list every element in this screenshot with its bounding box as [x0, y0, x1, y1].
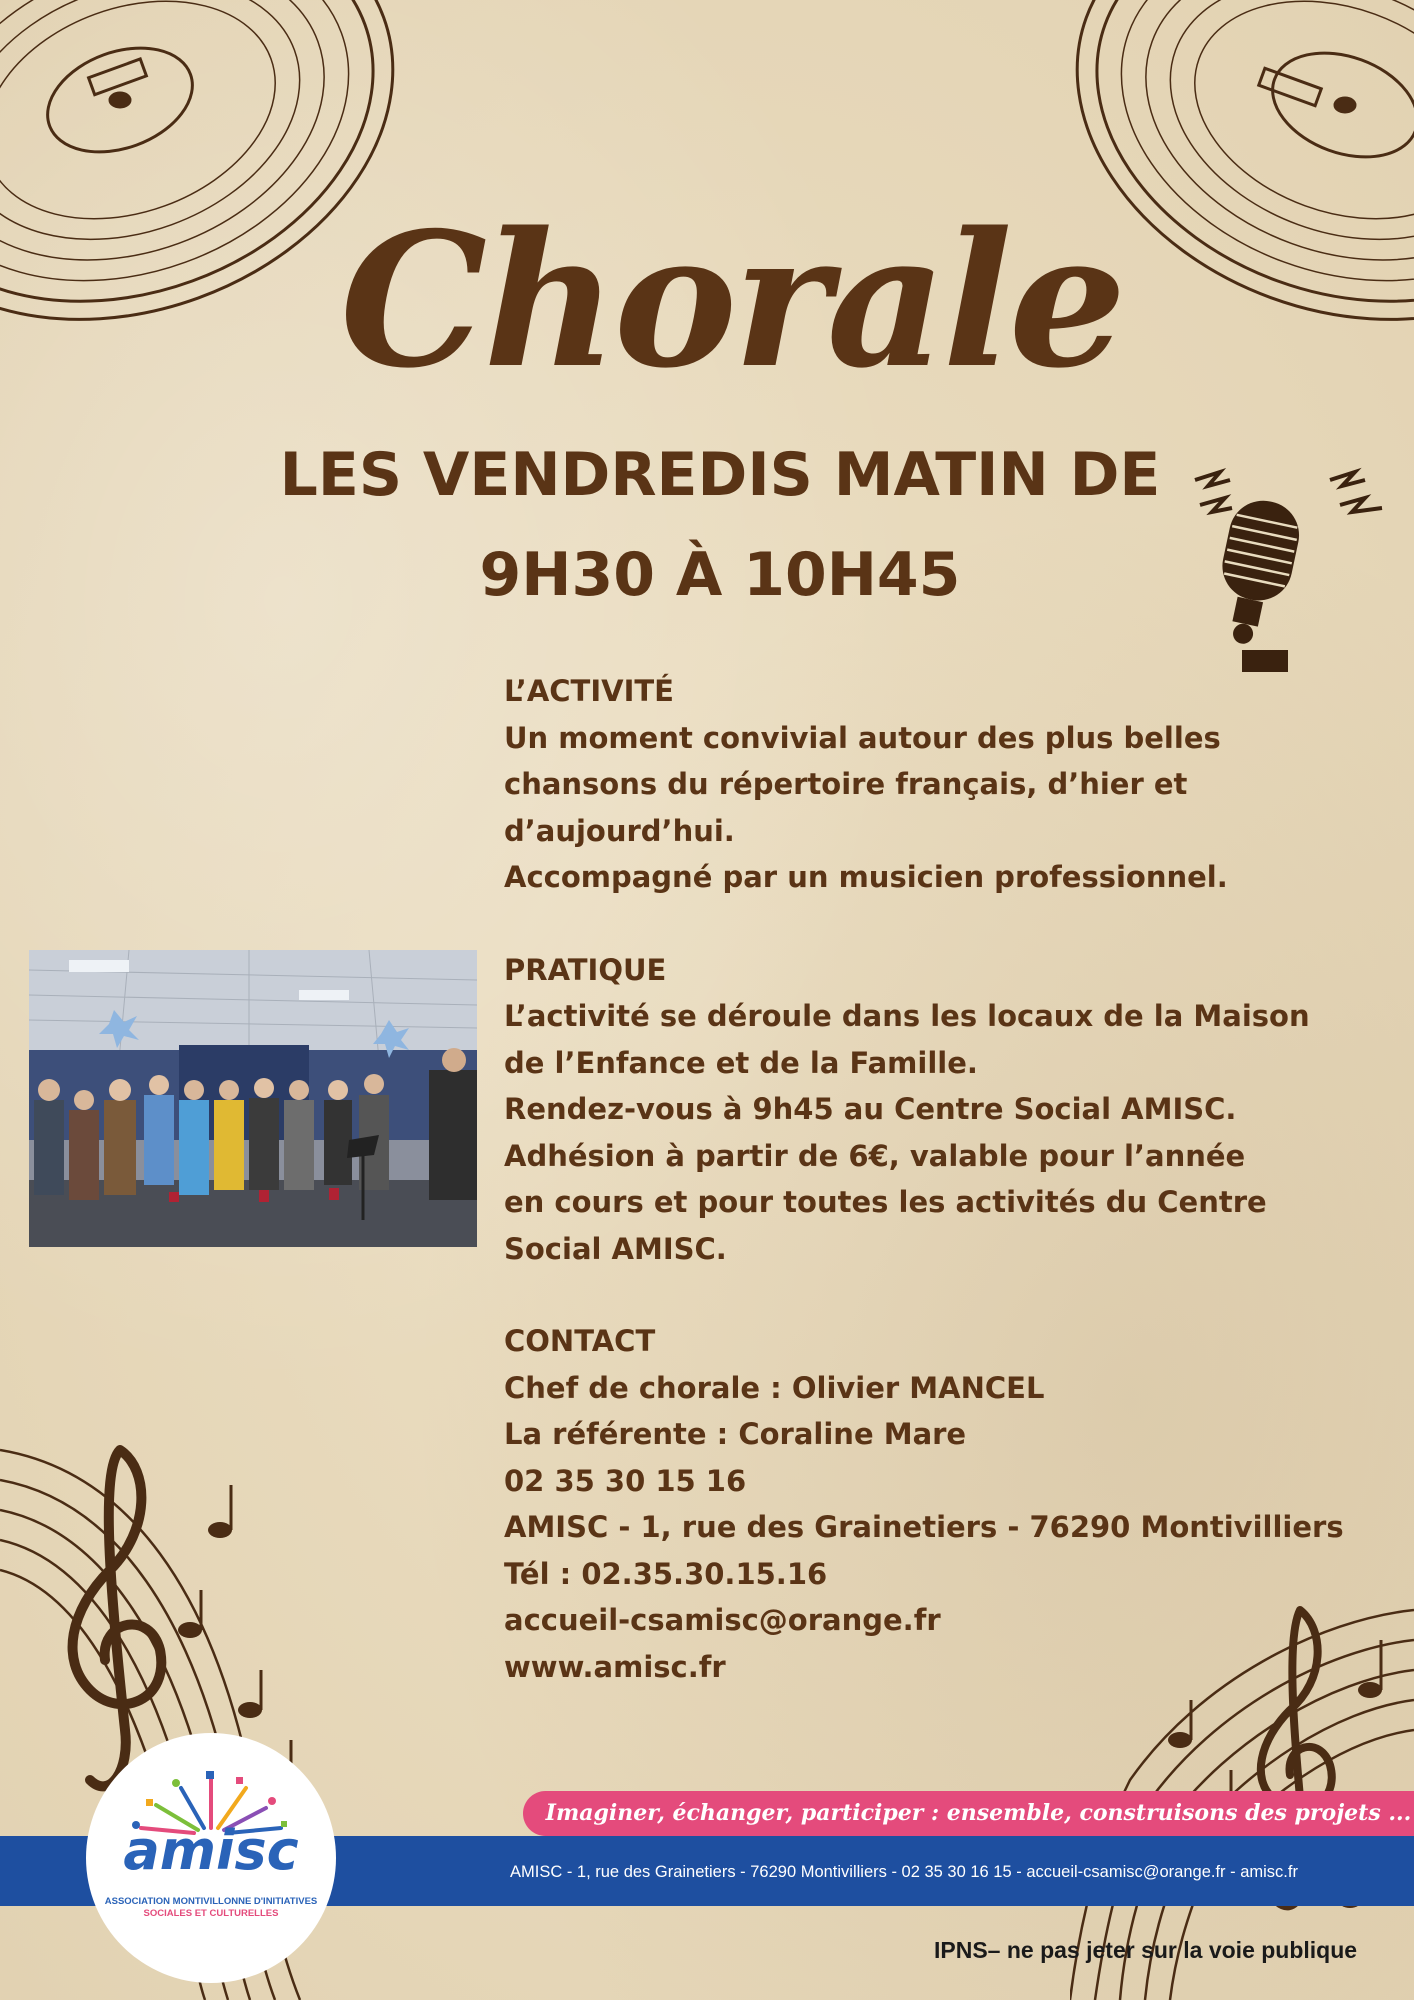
contact-email-link[interactable]: accueil-csamisc@orange.fr: [504, 1603, 941, 1637]
schedule: [240, 425, 1200, 625]
text-line: d’aujourd’hui.: [504, 813, 735, 848]
section-contact: [504, 1318, 1384, 1690]
slogan-text: Imaginer, échanger, participer : ensemble, construisons des projets ...: [545, 1800, 1412, 1826]
section-heading: L’ACTIVITÉ: [504, 674, 674, 708]
text-line: Rendez-vous à 9h45 au Centre Social AMISC.: [504, 1092, 1237, 1126]
microphone-icon: [1190, 450, 1390, 675]
section-activite: [504, 668, 1384, 901]
choir-photo-image: [29, 950, 477, 1247]
text-line: L’activité se déroule dans les locaux de la Maison: [504, 999, 1310, 1033]
text-line: en cours et pour toutes les activités du Centre: [504, 1185, 1267, 1219]
text-line: Accompagné par un musicien professionnel.: [504, 860, 1228, 894]
text-line: de l’Enfance et de la Famille.: [504, 1045, 978, 1080]
section-pratique: [504, 947, 1384, 1273]
schedule-line-2: 9H30 À 10H45: [479, 540, 961, 610]
slogan-bar: [523, 1791, 1414, 1836]
contact-tel[interactable]: Tél : 02.35.30.15.16: [504, 1556, 828, 1591]
contact-referente: La référente : Coraline Mare: [504, 1417, 967, 1451]
schedule-line-1: LES VENDREDIS MATIN DE: [279, 440, 1161, 510]
page-title: Chorale: [340, 191, 1123, 409]
text-line: Un moment convivial autour des plus belles: [504, 720, 1221, 755]
text-line: chansons du répertoire français, d’hier et: [504, 767, 1188, 801]
amisc-logo: [86, 1733, 336, 1983]
logo-subtitle-2: SOCIALES ET CULTURELLES: [143, 1908, 279, 1919]
ipns-notice: IPNS– ne pas jeter sur la voie publique: [934, 1937, 1358, 1963]
footer-text: AMISC - 1, rue des Grainetiers - 76290 Montivilliers - 02 35 30 16 15 - accueil-csamisc@orange.fr - amisc.fr: [510, 1863, 1298, 1881]
contact-address: AMISC - 1, rue des Grainetiers - 76290 Montivilliers: [504, 1510, 1344, 1544]
logo-wordmark: amisc: [123, 1819, 299, 1882]
section-heading: CONTACT: [504, 1324, 656, 1358]
contact-chef: Chef de chorale : Olivier MANCEL: [504, 1370, 1045, 1405]
text-line: Social AMISC.: [504, 1231, 727, 1266]
contact-phone[interactable]: 02 35 30 15 16: [504, 1463, 747, 1498]
main-content: [504, 668, 1384, 1736]
choir-photo: [29, 950, 477, 1247]
section-heading: PRATIQUE: [504, 952, 667, 987]
contact-website-link[interactable]: www.amisc.fr: [504, 1649, 726, 1684]
text-line: Adhésion à partir de 6€, valable pour l’année: [504, 1138, 1246, 1173]
logo-subtitle-1: ASSOCIATION MONTIVILLONNE D'INITIATIVES: [104, 1896, 318, 1907]
